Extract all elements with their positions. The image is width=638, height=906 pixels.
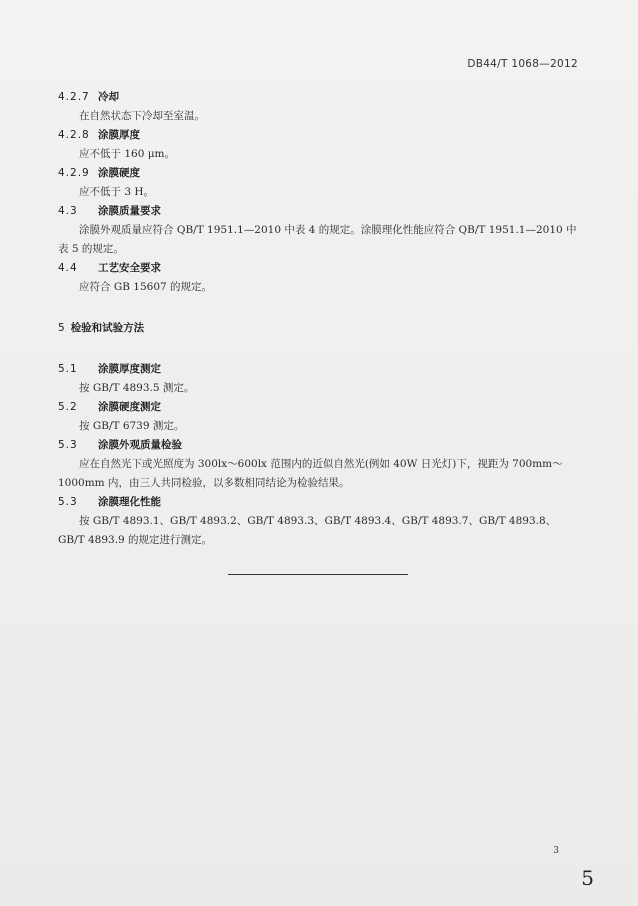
section-heading-4-2-9 [58,164,578,183]
spacer [58,338,578,360]
section-text-4-2-8: 应不低于 160 μm。 [79,148,175,160]
section-number: 4.2.9 [58,167,90,179]
section-heading-4-2-8 [58,126,578,145]
section-heading-5-1 [58,360,578,379]
chapter-heading-5 [58,319,578,338]
section-text-4-2-9: 应不低于 3 H。 [79,186,155,198]
section-number: 4.2.7 [58,91,90,103]
section-text-5-2: 按 GB/T 6739 测定。 [79,420,185,432]
section-heading-4-4 [58,259,578,278]
document-code: DB44/T 1068—2012 [467,58,578,70]
section-text-5-3-physicochemical: 按 GB/T 4893.1、GB/T 4893.2、GB/T 4893.3、GB/T 4893.4、GB/T 4893.7、GB/T 4893.8、GB/T 4893.9 的规定进行测定。 [58,515,557,546]
chapter-title: 检验和试验方法 [70,322,145,334]
section-heading-5-3-physicochemical [58,493,578,512]
chapter-number: 5 [58,322,65,334]
document-body [58,88,578,550]
section-title: 冷却 [98,91,119,103]
section-text-5-1: 按 GB/T 4893.5 测定。 [79,382,195,394]
scan-page-number: 5 [581,866,594,890]
section-title: 涂膜厚度 [98,129,140,141]
spacer [58,297,578,319]
section-heading-4-3 [58,202,578,221]
section-heading-5-3-appearance [58,436,578,455]
section-number: 5.2 [58,401,78,413]
section-number: 4.2.8 [58,129,90,141]
section-number: 5.1 [58,363,78,375]
page-number: 3 [553,846,559,856]
section-text-5-3-appearance: 应在自然光下或光照度为 300lx～600lx 范围内的近似自然光(例如 40W 日光灯)下，视距为 700mm～1000mm 内，由三人共同检验，以多数相同结论为检验结果。 [58,458,563,489]
section-text-4-3: 涂膜外观质量应符合 QB/T 1951.1—2010 中表 4 的规定。涂膜理化性能应符合 QB/T 1951.1—2010 中表 5 的规定。 [58,224,577,255]
end-of-document-rule [228,574,408,575]
section-number: 5.3 [58,496,78,508]
section-title: 涂膜硬度 [98,167,140,179]
section-number: 4.3 [58,205,78,217]
section-title: 涂膜理化性能 [98,496,161,508]
section-heading-5-2 [58,398,578,417]
section-text-4-4: 应符合 GB 15607 的规定。 [79,281,213,293]
section-number: 4.4 [58,262,78,274]
section-text-4-2-7: 在自然状态下冷却至室温。 [79,110,205,122]
section-heading-4-2-7 [58,88,578,107]
section-title: 涂膜质量要求 [98,205,161,217]
section-number: 5.3 [58,439,78,451]
section-title: 涂膜外观质量检验 [98,439,182,451]
section-title: 工艺安全要求 [98,262,161,274]
section-title: 涂膜厚度测定 [98,363,161,375]
section-title: 涂膜硬度测定 [98,401,161,413]
